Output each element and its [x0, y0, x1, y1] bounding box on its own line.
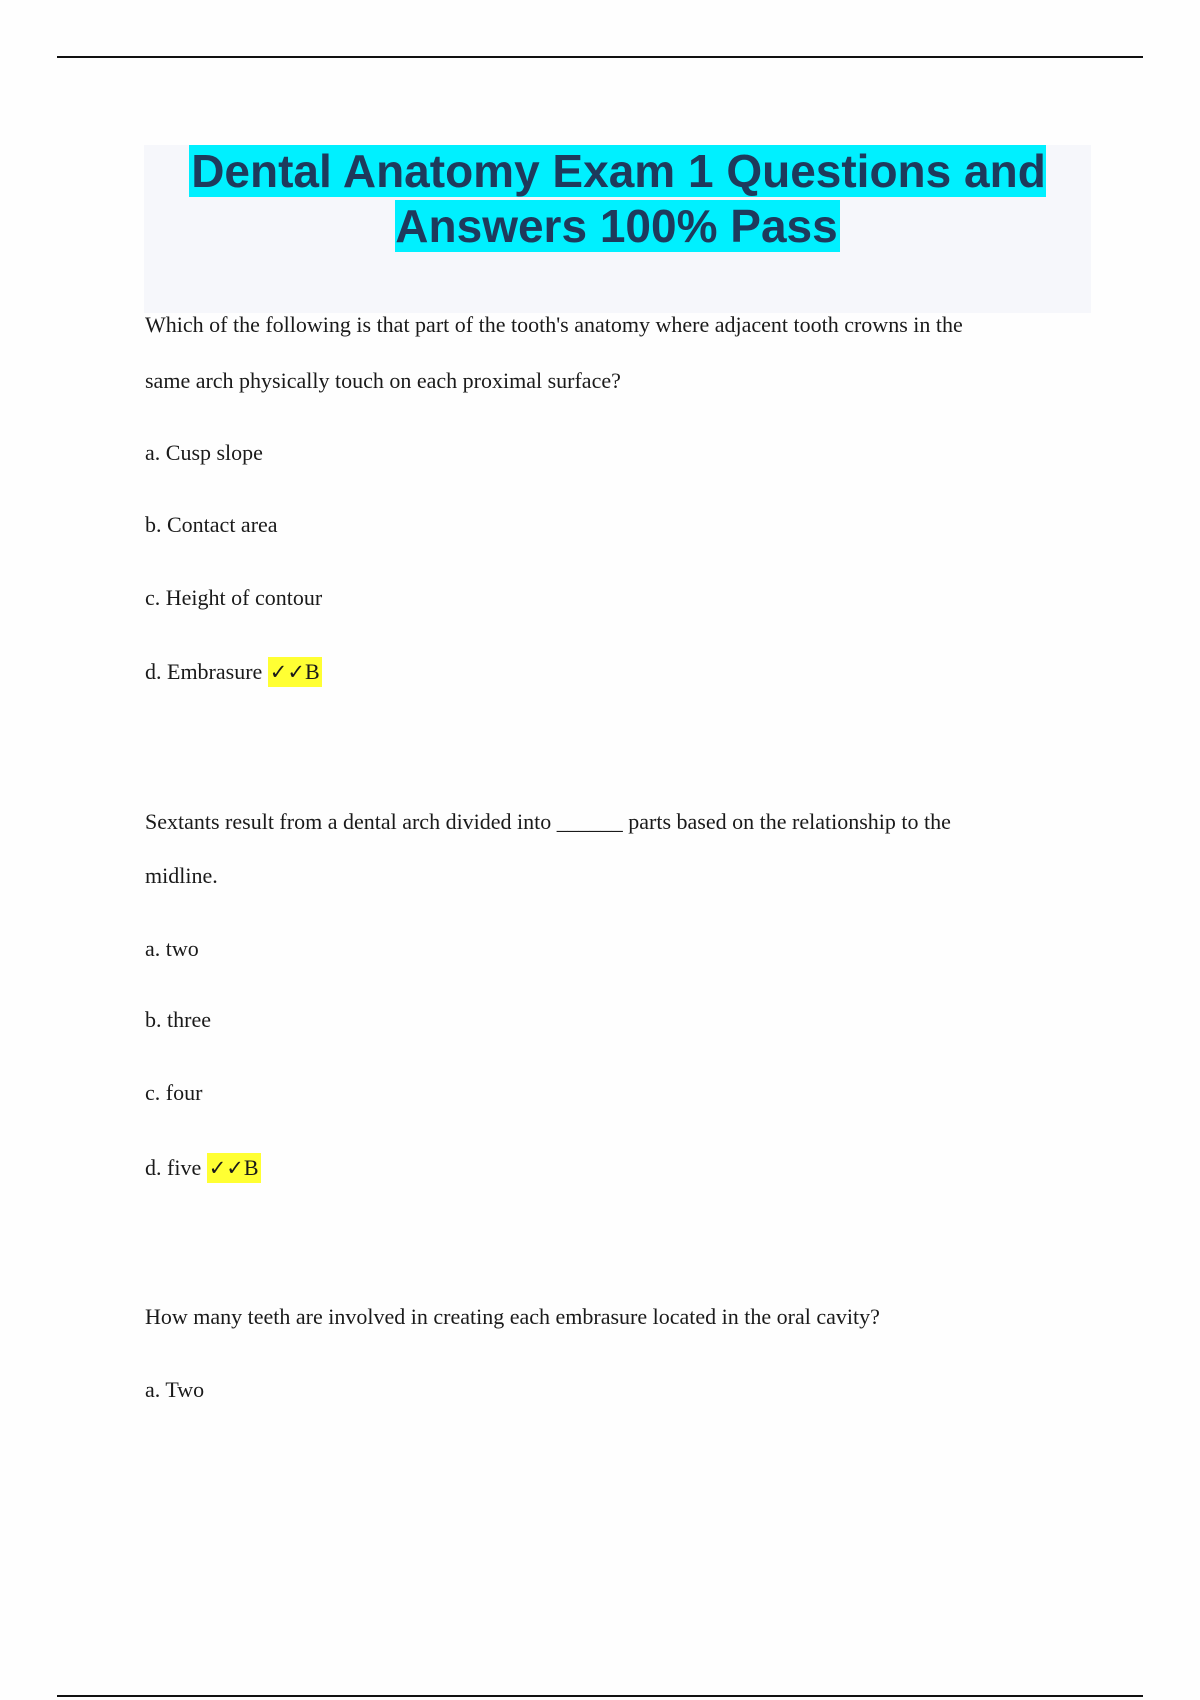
double-check-icon: ✓✓ — [269, 660, 305, 684]
document-title — [144, 144, 1091, 254]
question-1-option-d — [145, 658, 322, 686]
question-1-option-a: a. Cusp slope — [145, 440, 263, 465]
question-2-option-d — [145, 1154, 261, 1182]
title-highlight: Dental Anatomy Exam 1 Questions and Answers 100% Pass — [191, 145, 1046, 252]
question-3-stem-line-1: How many teeth are involved in creating each embrasure located in the oral cavity? — [145, 1304, 880, 1329]
question-1-option-b: b. Contact area — [145, 512, 278, 537]
bottom-rule — [57, 1695, 1143, 1697]
question-1-stem-line-1: Which of the following is that part of the tooth's anatomy where adjacent tooth crowns in the — [145, 312, 963, 337]
question-1-option-d-label: d. Embrasure — [145, 659, 263, 684]
question-2-stem-line-1: Sextants result from a dental arch divided into ______ parts based on the relationship to the — [145, 809, 951, 834]
question-2-answer-letter: B — [243, 1155, 259, 1180]
question-1-stem-line-2: same arch physically touch on each proximal surface? — [145, 368, 621, 393]
question-2-option-d-label: d. five — [145, 1155, 202, 1180]
question-2-stem-line-2: midline. — [145, 863, 218, 888]
question-1-answer-mark — [268, 657, 322, 687]
top-rule — [57, 56, 1143, 58]
double-check-icon: ✓✓ — [208, 1156, 244, 1180]
question-1-option-c: c. Height of contour — [145, 585, 323, 610]
question-2-answer-mark — [207, 1153, 261, 1183]
question-3-option-a: a. Two — [145, 1377, 205, 1402]
question-2-option-a: a. two — [145, 936, 199, 961]
question-1-answer-letter: B — [305, 659, 320, 684]
question-2-option-b: b. three — [145, 1007, 211, 1032]
question-2-option-c: c. four — [145, 1080, 203, 1105]
